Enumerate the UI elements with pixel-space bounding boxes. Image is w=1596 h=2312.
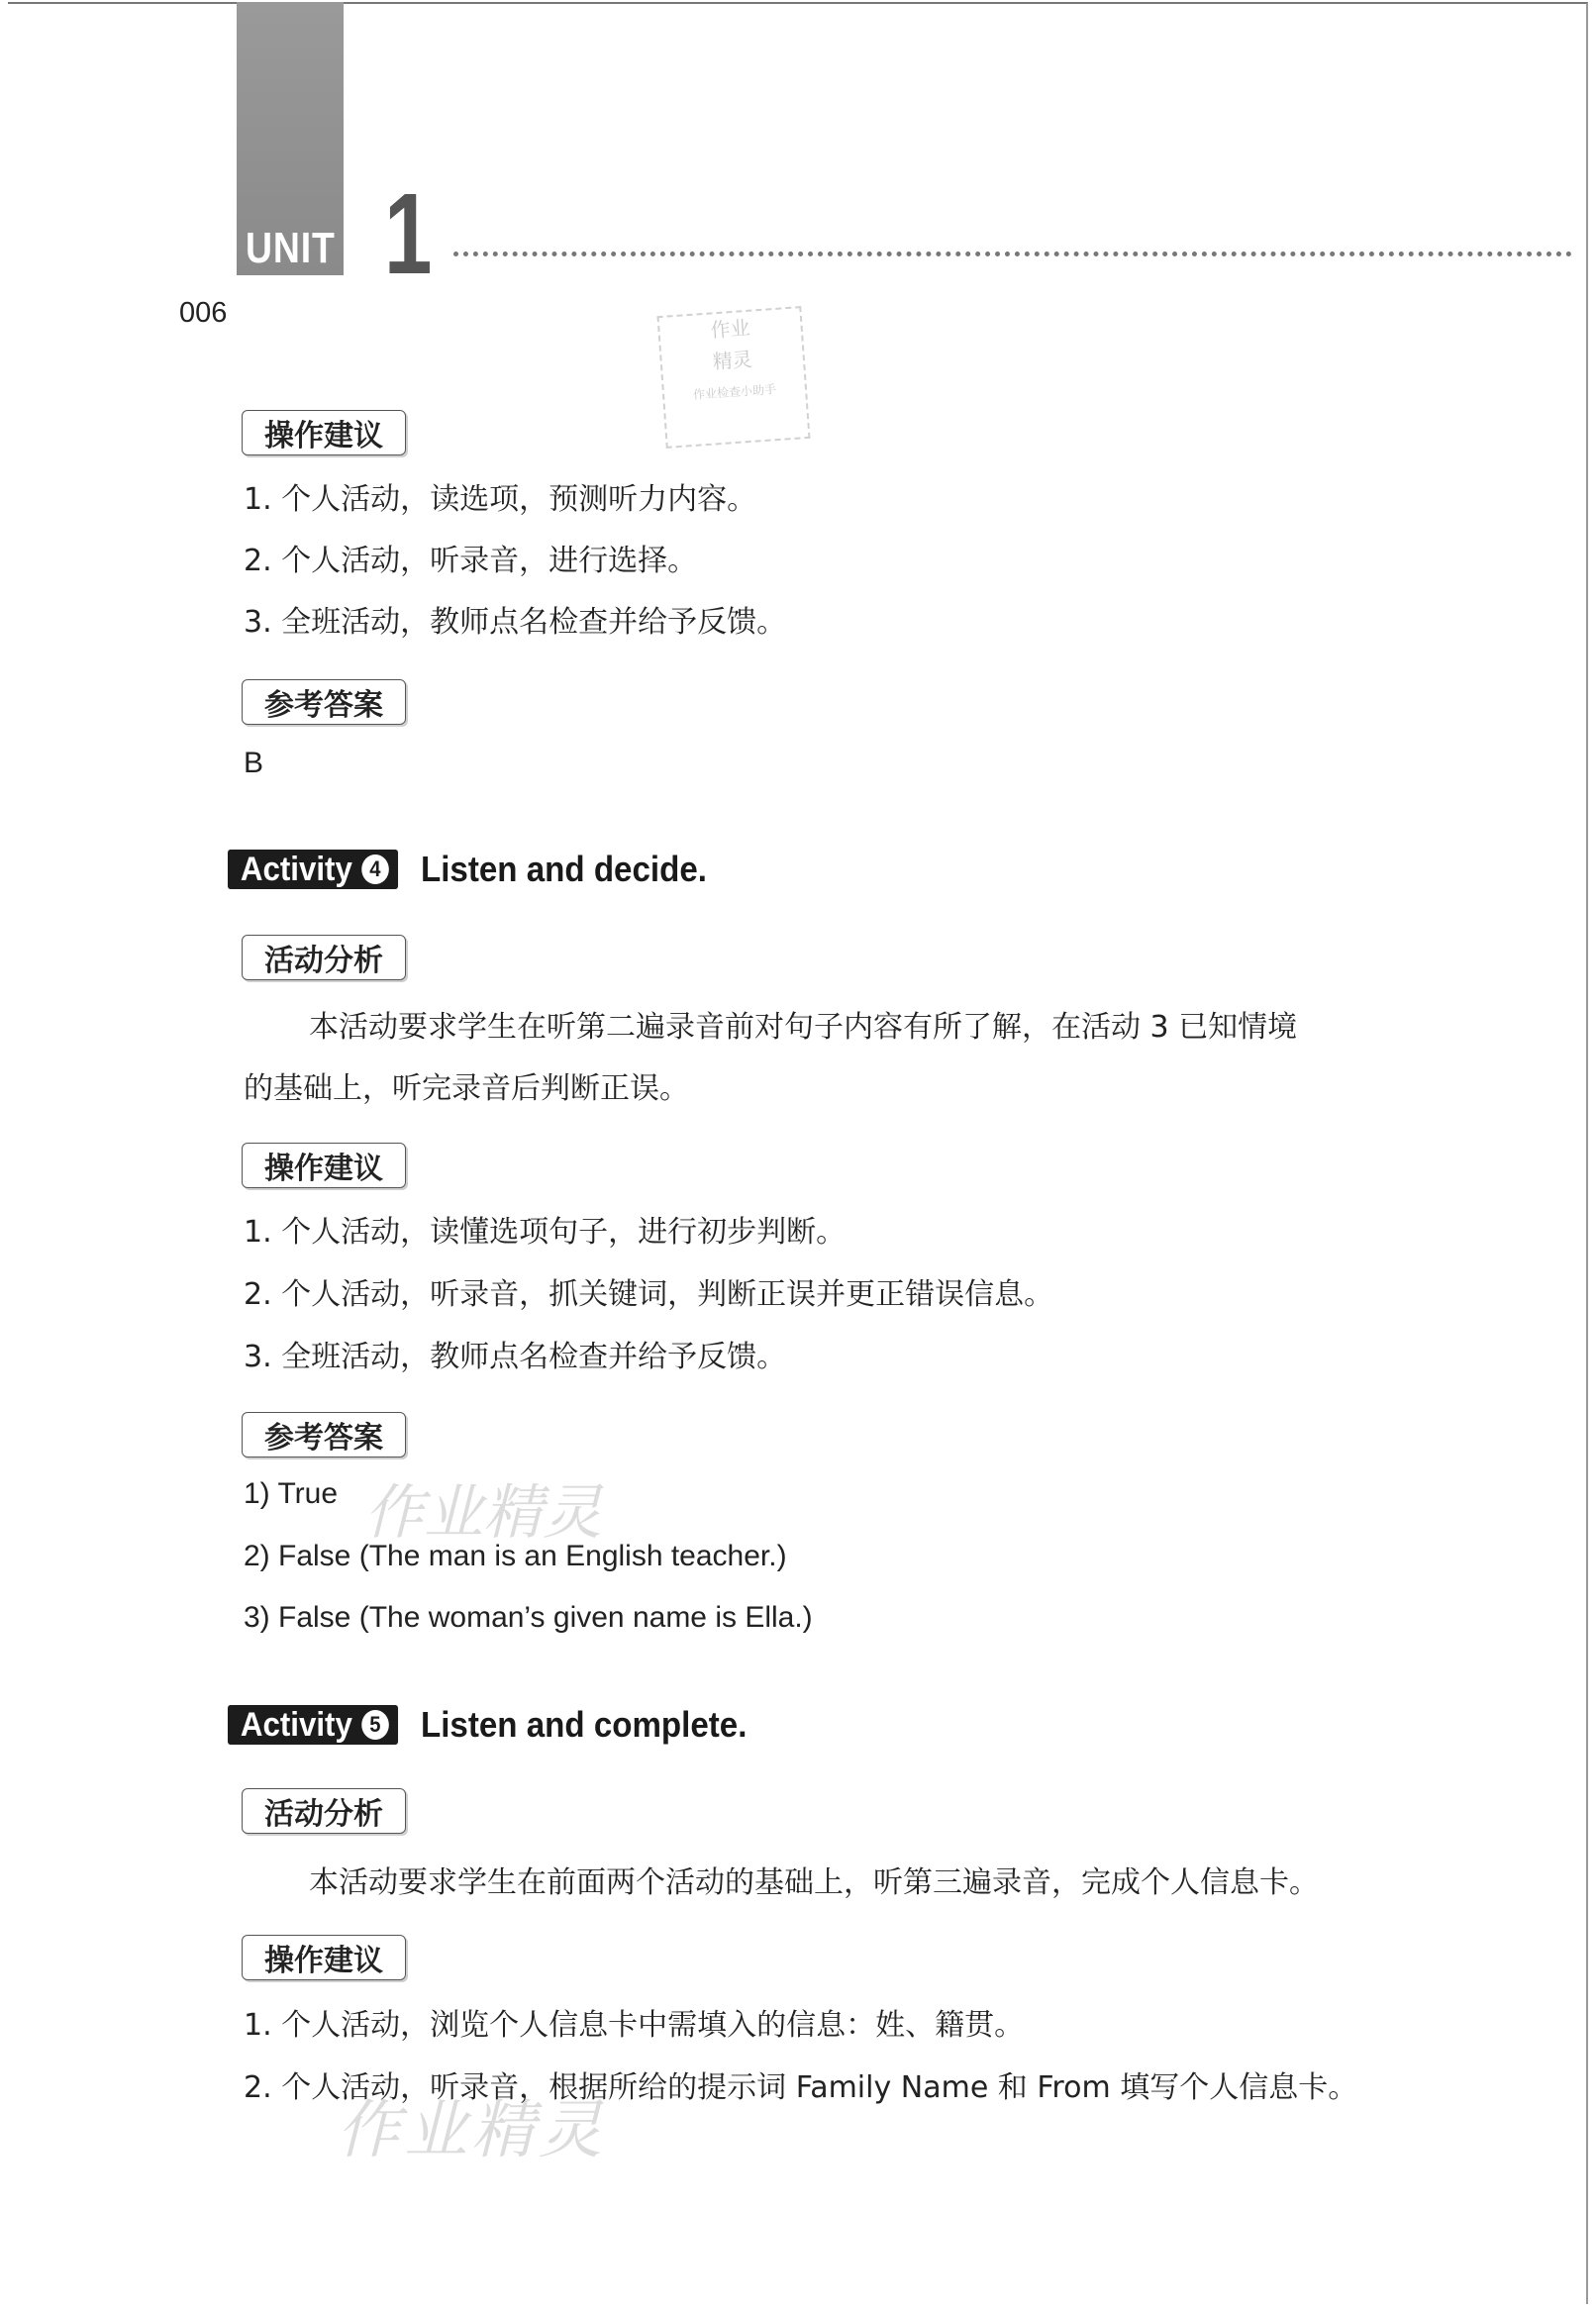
activity-badge bbox=[228, 850, 398, 889]
suggestion-item: 2. 个人活动，听录音，进行选择。 bbox=[244, 544, 698, 578]
answer-item: 2) False (The man is an English teacher.) bbox=[244, 1540, 787, 1572]
activity-title: Listen and complete. bbox=[420, 1704, 748, 1745]
analysis-line: 的基础上，听完录音后判断正误。 bbox=[244, 1071, 689, 1106]
answer-label: 参考答案 bbox=[242, 1412, 406, 1458]
suggestion-label: 操作建议 bbox=[242, 1935, 406, 1980]
analysis-line: 本活动要求学生在前面两个活动的基础上，听第三遍录音，完成个人信息卡。 bbox=[309, 1865, 1319, 1900]
suggestion-label: 操作建议 bbox=[242, 1143, 406, 1188]
stamp-line-1: 作业 bbox=[709, 315, 751, 343]
analysis-label: 活动分析 bbox=[242, 935, 406, 980]
activity-badge-label: Activity bbox=[240, 1705, 352, 1744]
activity-badge-label: Activity bbox=[240, 850, 352, 888]
watermark-text: 作业精灵 bbox=[364, 1478, 602, 1548]
answer-text: B bbox=[244, 747, 264, 779]
page-number: 006 bbox=[179, 297, 228, 329]
activity-title: Listen and decide. bbox=[420, 849, 707, 889]
activity-4-header bbox=[228, 846, 732, 893]
activity-5-header bbox=[228, 1701, 775, 1749]
suggestion-item: 1. 个人活动，读选项，预测听力内容。 bbox=[244, 482, 757, 517]
answer-label: 参考答案 bbox=[242, 679, 406, 725]
unit-dotted-rule bbox=[453, 251, 1572, 256]
suggestion-item: 1. 个人活动，浏览个人信息卡中需填入的信息：姓、籍贯。 bbox=[244, 2008, 1025, 2043]
analysis-label: 活动分析 bbox=[242, 1788, 406, 1834]
activity-number: 5 bbox=[361, 1710, 389, 1740]
suggestion-item: 3. 全班活动，教师点名检查并给予反馈。 bbox=[244, 605, 787, 640]
watermark-text: 作业精灵 bbox=[337, 2094, 606, 2167]
suggestion-item: 2. 个人活动，听录音，根据所给的提示词 Family Name 和 From 填写个人信息卡。 bbox=[244, 2070, 1358, 2105]
activity-number: 4 bbox=[361, 854, 389, 884]
unit-label: UNIT bbox=[246, 224, 336, 272]
unit-number: 1 bbox=[384, 169, 433, 298]
stamp-line-3: 作业检查小助手 bbox=[692, 382, 777, 402]
suggestion-item: 3. 全班活动，教师点名检查并给予反馈。 bbox=[244, 1340, 787, 1374]
suggestion-label: 操作建议 bbox=[242, 410, 406, 455]
suggestion-item: 2. 个人活动，听录音，抓关键词，判断正误并更正错误信息。 bbox=[244, 1277, 1054, 1312]
activity-badge bbox=[228, 1705, 398, 1745]
analysis-line: 本活动要求学生在听第二遍录音前对句子内容有所了解，在活动 3 已知情境 bbox=[309, 1010, 1298, 1045]
stamp-line-2: 精灵 bbox=[712, 347, 753, 374]
watermark-stamp bbox=[657, 306, 811, 449]
answer-item: 1) True bbox=[244, 1477, 339, 1510]
answer-item: 3) False (The woman’s given name is Ella.) bbox=[244, 1601, 813, 1634]
suggestion-item: 1. 个人活动，读懂选项句子，进行初步判断。 bbox=[244, 1215, 847, 1250]
